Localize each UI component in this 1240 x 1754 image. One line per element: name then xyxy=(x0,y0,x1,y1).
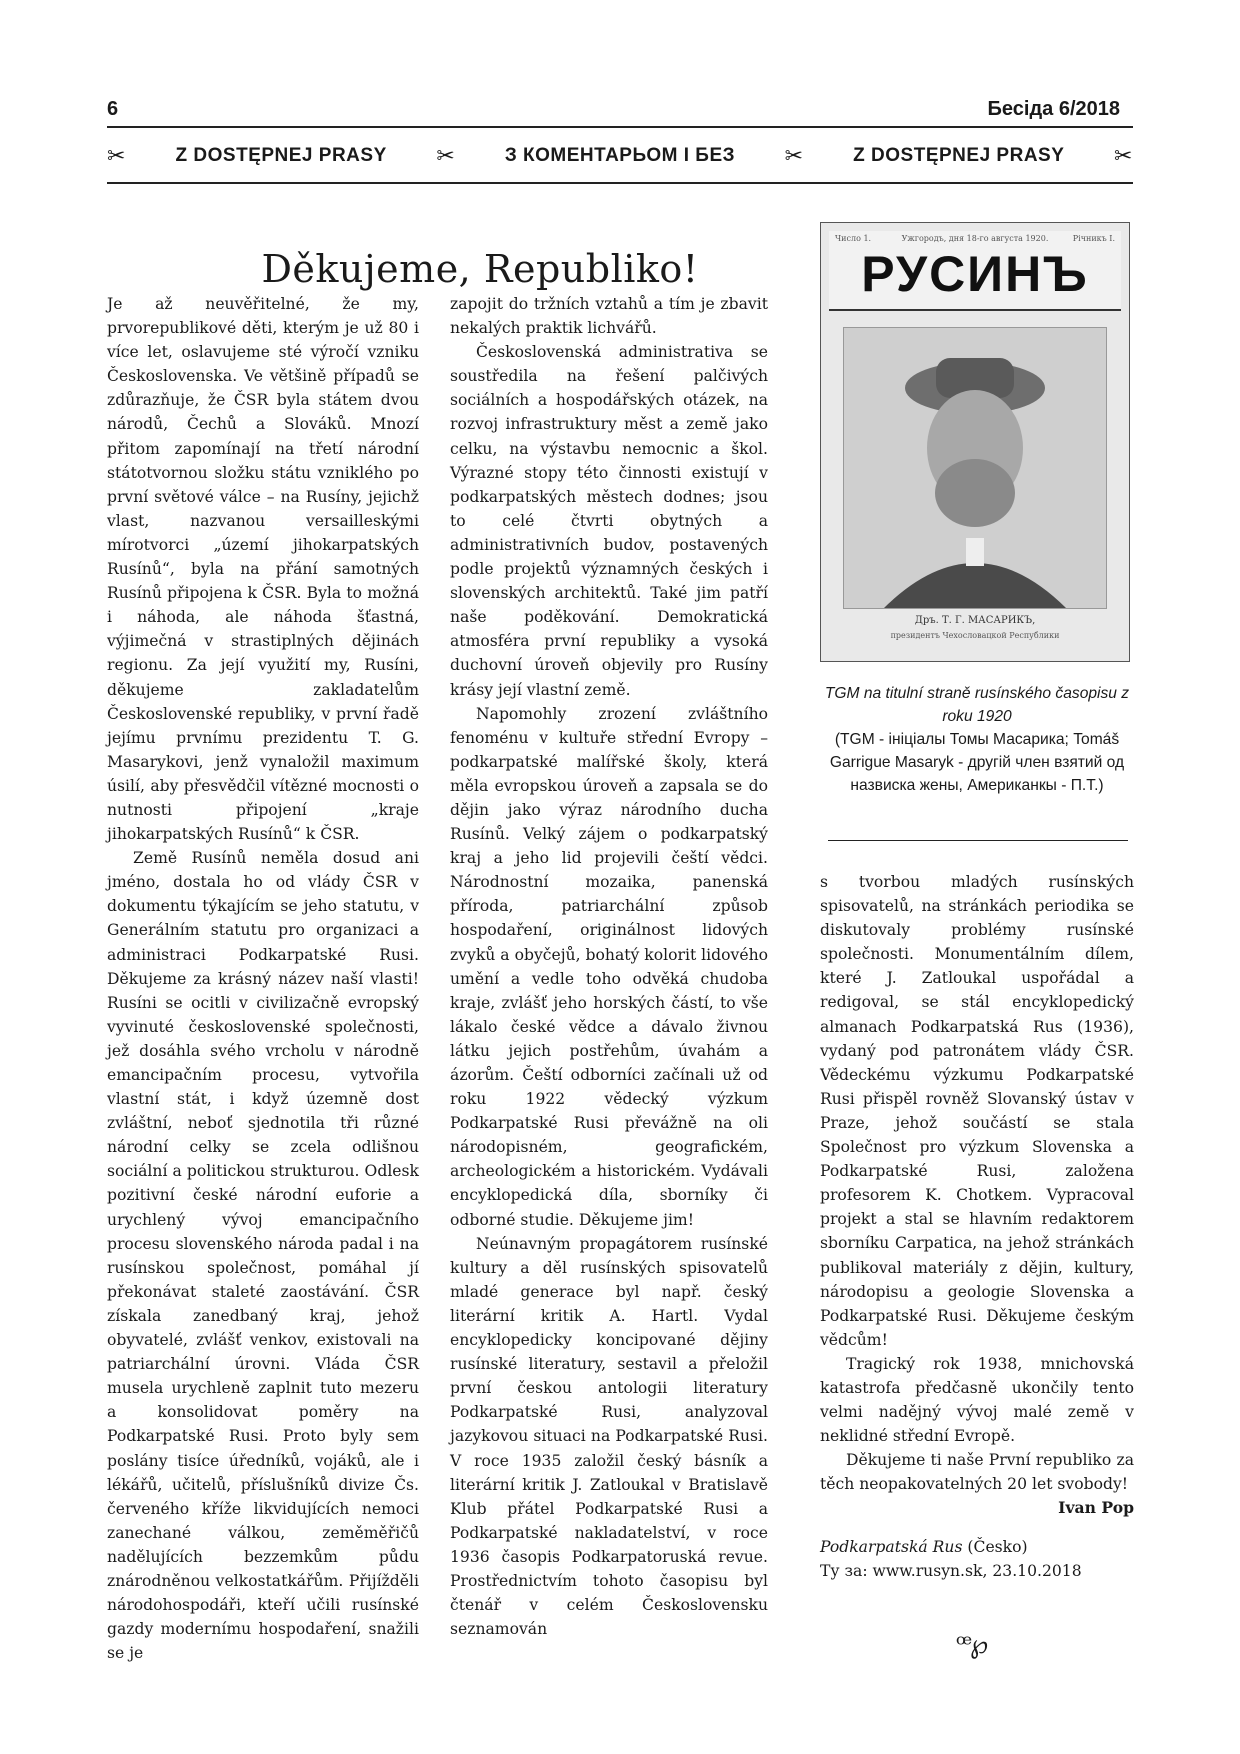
issue-label: Бесіда 6/2018 xyxy=(987,98,1120,120)
masthead-year: Річникъ I. xyxy=(1072,234,1115,243)
source-publication: Podkarpatská Rus xyxy=(820,1537,963,1556)
figure-caption xyxy=(820,682,1134,797)
paragraph: Děkujeme ti naše První republiko za těch neopakovatelných 20 let svobody! xyxy=(820,1451,1134,1494)
ornament-icon: ꟹ℘ xyxy=(955,1630,987,1660)
banner-item-1: Z DOSTĘPNEJ PRASY xyxy=(175,145,387,166)
article-column-3 xyxy=(820,870,1134,1583)
masthead-date: Ужгородъ, дня 18-го августа 1920. xyxy=(901,234,1049,243)
section-banner xyxy=(107,138,1133,174)
scissors-icon: ✂ xyxy=(107,143,126,168)
article-title: Děkujeme, Republiko! xyxy=(261,247,699,292)
paragraph: Neúnavným propagátorem rusínské kultury a děl rusínských spisovatelů mladé generace byl např. český literární kritik A. Hartl. Vydal encyklopedicky koncipované dějiny rusínské literatury, sestavil a přeložil první českou antologii literatury Podkarpatské Rusi, analyzoval jazykovou situaci na Podkarpatské Rusi. V roce 1935 založil český básník a literární kritik J. Zatloukal v Bratislavě Klub přátel Podkarpatské Rusi a Podkarpatské nakladatelství, v roce 1936 časopis Podkarpatoruská revue. Prostřednictvím tohoto časopisu byl čtenář v celém Československu seznamován xyxy=(450,1234,768,1639)
masthead-issue: Число 1. xyxy=(835,234,872,243)
source-link: Ту за: www.rusyn.sk, 23.10.2018 xyxy=(820,1561,1082,1580)
banner-item-3: Z DOSTĘPNEJ PRASY xyxy=(853,145,1065,166)
paragraph: Napomohly zrození zvláštního fenoménu v kultuře střední Evropy – podkarpatské malířské školy, která měla evropskou úroveň a zapsala se do dějin jako výraz národního ducha Rusínů. Velký zájem o podkarpatský kraj a jeho lid projevili čeští vědci. Národnostní mozaika, panenská příroda, patriarchální způsob hospodaření, originálnost lidových zvyků a obyčejů, bohatý kolorit lidového umění a vedle toho odvěká chudoba kraje, zvlášť jeho horských částí, to vše lákalo české vědce a dávalo živnou látku jejich postřehům, úvahám a ázorům. Čeští odborníci začínali už od roku 1922 vědecký výzkum Podkarpatské Rusi převážně na oli národopisném, geografickém, archeologickém a historickém. Vydávali encyklopedická díla, sborníky či odborné studie. Děkujeme jim! xyxy=(450,704,768,1229)
article-column-1 xyxy=(107,292,419,1665)
paragraph: s tvorbou mladých rusínských spisovatelů, na stránkách periodika se diskutovaly problémy rusínské společnosti. Monumentálním dílem, které J. Zatloukal uspořádal a redigoval, se stál encyklopedický almanach Podkarpatská Rus (1936), vydaný pod patronátem vlády ČSR. Vědeckému výzkumu Podkarpatské Rusi přispěl rovněž Slovanský ústav v Praze, jehož součástí se stala Společnost pro výzkum Slovenska a Podkarpatské Rusi, založena profesorem K. Chotkem. Vypracoval projekt a stal se hlavním redaktorem sborníku Carpatica, na jehož stránkách publikoval materiály z dějin, kultury, národopisu a geologie Slovenska a Podkarpatské Rusi. Děkujeme českým vědcům! xyxy=(820,873,1134,1349)
masthead-title: РУСИНЪ xyxy=(861,246,1089,302)
paragraph: zapojit do tržních vztahů a tím je zbavit nekalých praktik lichvářů. xyxy=(450,295,768,338)
paragraph: Tragický rok 1938, mnichovská katastrofa předčasně ukončily tento velmi nadějný vývoj malé země v neklidné střední Evropě. xyxy=(820,1354,1134,1446)
caption-rule xyxy=(828,840,1128,841)
portrait-subcaption: президентъ Чехословацкой Республики xyxy=(890,631,1060,640)
caption-italic: TGM na titulní straně rusínského časopisu z roku 1920 xyxy=(824,685,1130,725)
masthead xyxy=(829,231,1121,311)
source-block xyxy=(820,1535,1134,1583)
author-name: Ivan Pop xyxy=(1058,1498,1134,1518)
article-column-2 xyxy=(450,292,768,1641)
magazine-cover-image xyxy=(820,222,1130,662)
paragraph: Země Rusínů neměla dosud ani jméno, dostala ho od vlády ČSR v dokumentu týkajícím se jeho statutu, v Generálním statutu pro organizaci a administraci Podkarpatské Rusi. Děkujeme za krásný název naší vlasti! Rusíni se ocitli v civilizačně evropský vyvinuté československé společnosti, jež dosáhla svého vrcholu v národně emancipačním procesu, vytvořila vlastní stát, i když územně dost zvláštní, neboť sjednotila tři různé národní celky se zcela odlišnou sociální a politickou strukturou. Odlesk pozitivní české národní euforie a urychlený vývoj emancipačního procesu slovenského národa padal i na rusínskou společnost, pomáhal jí překonávat staleté zaostávání. ČSR získala zanedbaný kraj, jehož obyvatelé, zvlášť venkov, existovali na patriarchální úrovni. Vláda ČSR musela urychleně zaplnit tuto mezeru a konsolidovat poměry na Podkarpatské Rusi. Proto byly sem poslány tisíce úředníků, vojáků, ale i lékářů, učitelů, příslušníků divize Čs. červeného kříže likvidujících nemoci zanechané válkou, zeměměřičů nadělujících bezzemkům půdu znárodněnou velkostatkářům. Přijížděli národohospodáři, kteří učili rusínské gazdy modernímu hospodaření, snažili se je xyxy=(107,849,419,1663)
caption-note: (TGM - ініціалы Томы Масарика; Tomáš Garrigue Masaryk - другій член взятий од назвиска жены, Американкы - П.Т.) xyxy=(829,731,1125,794)
banner-item-2: З КОМЕНТАРЬОМ І БЕЗ xyxy=(504,145,736,166)
page-number: 6 xyxy=(107,98,119,120)
scissors-icon: ✂ xyxy=(436,143,456,168)
scissors-icon: ✂ xyxy=(1113,143,1133,168)
banner-bottom-rule xyxy=(107,182,1133,184)
source-country: (Česko) xyxy=(962,1537,1028,1556)
paragraph: Československá administrativa se soustředila na řešení palčivých sociálních a hospodářských otázek, na rozvoj infrastruktury měst a země jako celku, na výstavbu nemocnic a škol. Výrazné stopy této činnosti existují v podkarpatských městech dodnes; jsou to celé čtvrti obytných a administrativních budov, postavených podle projektů významných českých i slovenských architektů. Také jim patří naše poděkování. Demokratická atmosféra první republiky a vysoká duchovní úroveň objevily pro Rusíny krásy její vlastní země. xyxy=(450,343,768,699)
top-rule xyxy=(107,126,1133,128)
portrait-image xyxy=(843,327,1107,609)
scissors-icon: ✂ xyxy=(784,143,804,168)
paragraph: Je až neuvěřitelné, že my, prvorepublikové děti, kterým je už 80 i více let, oslavujeme sté výročí vzniku Československa. Ve většině případů se zdůrazňuje, že ČSR byla státem dvou národů, Čechů a Slováků. Mnozí přitom zapomínají na třetí národní státotvornou složku státu vzniklého po první světové válce – na Rusíny, jejichž vlast, nazvanou versailleskými mírotvorci „území jihokarpatských Rusínů“, byla na přání samotných Rusínů připojena k ČSR. Byla to možná i náhoda, ale náhoda šťastná, výjimečná v strastiplných dějinách regionu. Za její využití my, Rusíni, děkujeme zakladatelům Československé republiky, v první řadě jejímu prvnímu prezidentu T. G. Masarykovi, jenž vynaložil maximum úsilí, aby přesvědčil vítězné mocnosti o nutnosti připojení „kraje jihokarpatských Rusínů“ k ČSR. xyxy=(107,295,419,844)
portrait-caption: Дръ. Т. Г. МАСАРИКЪ, xyxy=(914,615,1036,626)
